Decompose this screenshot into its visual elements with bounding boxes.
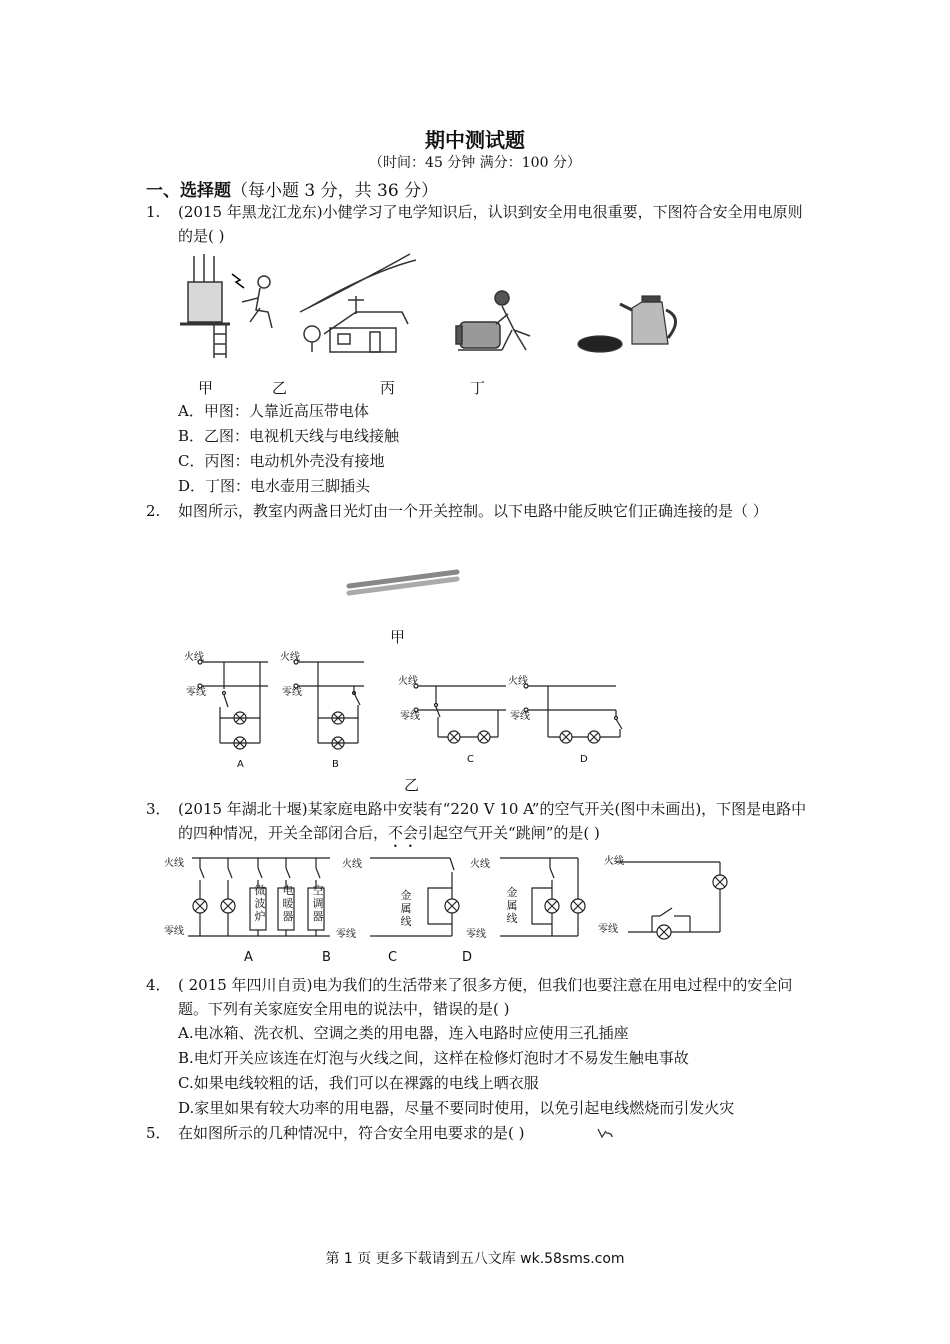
q3-c-metal-wire-label: 金属线 [506,886,518,925]
microwave-label: 微波炉 [254,884,266,923]
q1-label-bing: 丙 [380,379,396,397]
q3-b-neutral-wire-label: 零线 [336,929,356,940]
q3-a-neutral-wire-label: 零线 [164,926,184,937]
question-5-text: 在如图所示的几种情况中，符合安全用电要求的是( ) [178,1124,525,1142]
q1-label-yi: 乙 [272,379,288,397]
electric-kettle-illustration [578,296,676,352]
q4-option-b: B.电灯开关应该连在灯泡与火线之间，这样在检修灯泡时才不易发生触电事故 [178,1049,689,1067]
q2-circuit-label-d: D [580,754,588,765]
exam-info: （时间：45 分钟 满分：100 分） [369,155,581,171]
q3-a-live-wire-label: 火线 [164,858,184,869]
q3-circuit-label-b: B [322,950,331,965]
q3-circuit-label-a: A [244,950,253,965]
q1-option-c: C．丙图：电动机外壳没有接地 [178,452,385,470]
high-voltage-transformer-illustration [180,254,272,358]
question-1-text: (2015 年黑龙江龙东)小健学习了电学知识后，认识到安全用电很重要，下图符合安全用电原则的是( ) [178,203,803,245]
q3-d-neutral-wire-label: 零线 [598,924,618,935]
air-conditioner-label: 空调器 [312,884,324,923]
q3-c-neutral-wire-label: 零线 [466,929,486,940]
section-heading: 一、选择题（每小题 3 分，共 36 分） [146,181,439,201]
q2-d-live-wire-label: 火线 [508,676,528,687]
q2-c-neutral-wire-label: 零线 [400,711,420,722]
q2-b-neutral-wire-label: 零线 [282,687,302,698]
q3-circuit-label-d: D [462,950,473,965]
question-4-text: ( 2015 年四川自贡)电为我们的生活带来了很多方便，但我们也要注意在用电过程中的安全问题。下列有关家庭安全用电的说法中，错误的是( ) [178,976,793,1018]
q2-b-live-wire-label: 火线 [280,652,300,663]
q1-option-a: A．甲图：人靠近高压带电体 [178,402,369,420]
question-3: 3． (2015 年湖北十堰)某家庭电路中安装有“220 V 10 A”的空气开关(图中未画出)，下图是电路中的四种情况，开关全部闭合后，不会引起空气开关“跳闸”的是( ) [146,797,816,851]
heater-label: 电暖器 [282,884,294,923]
q3-circuit-label-c: C [388,950,398,965]
question-4: 4． ( 2015 年四川自贡)电为我们的生活带来了很多方便，但我们也要注意在用电过程中的安全问题。下列有关家庭安全用电的说法中，错误的是( ) [146,973,816,1021]
house-antenna-illustration [300,254,416,352]
q2-circuit-label-a: A [237,759,244,770]
q2-figure-label-yi: 乙 [404,776,420,794]
q2-a-live-wire-label: 火线 [184,652,204,663]
q3-circuit-diagrams [160,848,740,948]
q2-a-neutral-wire-label: 零线 [186,687,206,698]
q1-label-ding: 丁 [470,379,486,397]
q4-option-c: C.如果电线较粗的话，我们可以在裸露的电线上晒衣服 [178,1074,539,1092]
page-title: 期中测试题 [425,128,525,152]
page-footer: 第 1 页 更多下载请到五八文库 wk.58sms.com [325,1251,625,1267]
q3-d-live-wire-label: 火线 [604,856,624,867]
question-2-text: 如图所示，教室内两盏日光灯由一个开关控制。以下电路中能反映它们正确连接的是（ ） [178,502,768,520]
q1-illustrations [180,252,710,362]
q2-c-live-wire-label: 火线 [398,676,418,687]
q2-circuit-label-b: B [332,759,339,770]
q3-b-live-wire-label: 火线 [342,859,362,870]
emphasis-not: 不会 [388,824,419,842]
q1-option-d: D．丁图：电水壶用三脚插头 [178,477,371,495]
question-3-text: (2015 年湖北十堰)某家庭电路中安装有“220 V 10 A”的空气开关(图中未画出)，下图是电路中的四种情况，开关全部闭合后，不会引起空气开关“跳闸”的是( ) [178,800,807,842]
fluorescent-tubes-illustration [345,568,465,598]
q2-figure-label-jia: 甲 [390,628,406,646]
q4-option-a: A.电冰箱、洗衣机、空调之类的用电器，连入电路时应使用三孔插座 [178,1024,629,1042]
electric-motor-illustration [456,291,530,350]
q2-circuit-label-c: C [467,754,474,765]
q1-option-b: B．乙图：电视机天线与电线接触 [178,427,400,445]
question-5: 5． 在如图所示的几种情况中，符合安全用电要求的是( ) [146,1121,816,1145]
return-mark-icon [596,1127,614,1139]
question-2: 2. 如图所示，教室内两盏日光灯由一个开关控制。以下电路中能反映它们正确连接的是（ ） [146,499,816,523]
q2-d-neutral-wire-label: 零线 [510,711,530,722]
question-1: 1. (2015 年黑龙江龙东)小健学习了电学知识后，认识到安全用电很重要，下图符合安全用电原则的是( ) [146,200,816,248]
q3-c-live-wire-label: 火线 [470,859,490,870]
q3-b-metal-wire-label: 金属线 [400,889,412,928]
q1-label-jia: 甲 [198,379,214,397]
q4-option-d: D.家里如果有较大功率的用电器，尽量不要同时使用，以免引起电线燃烧而引发火灾 [178,1099,735,1117]
